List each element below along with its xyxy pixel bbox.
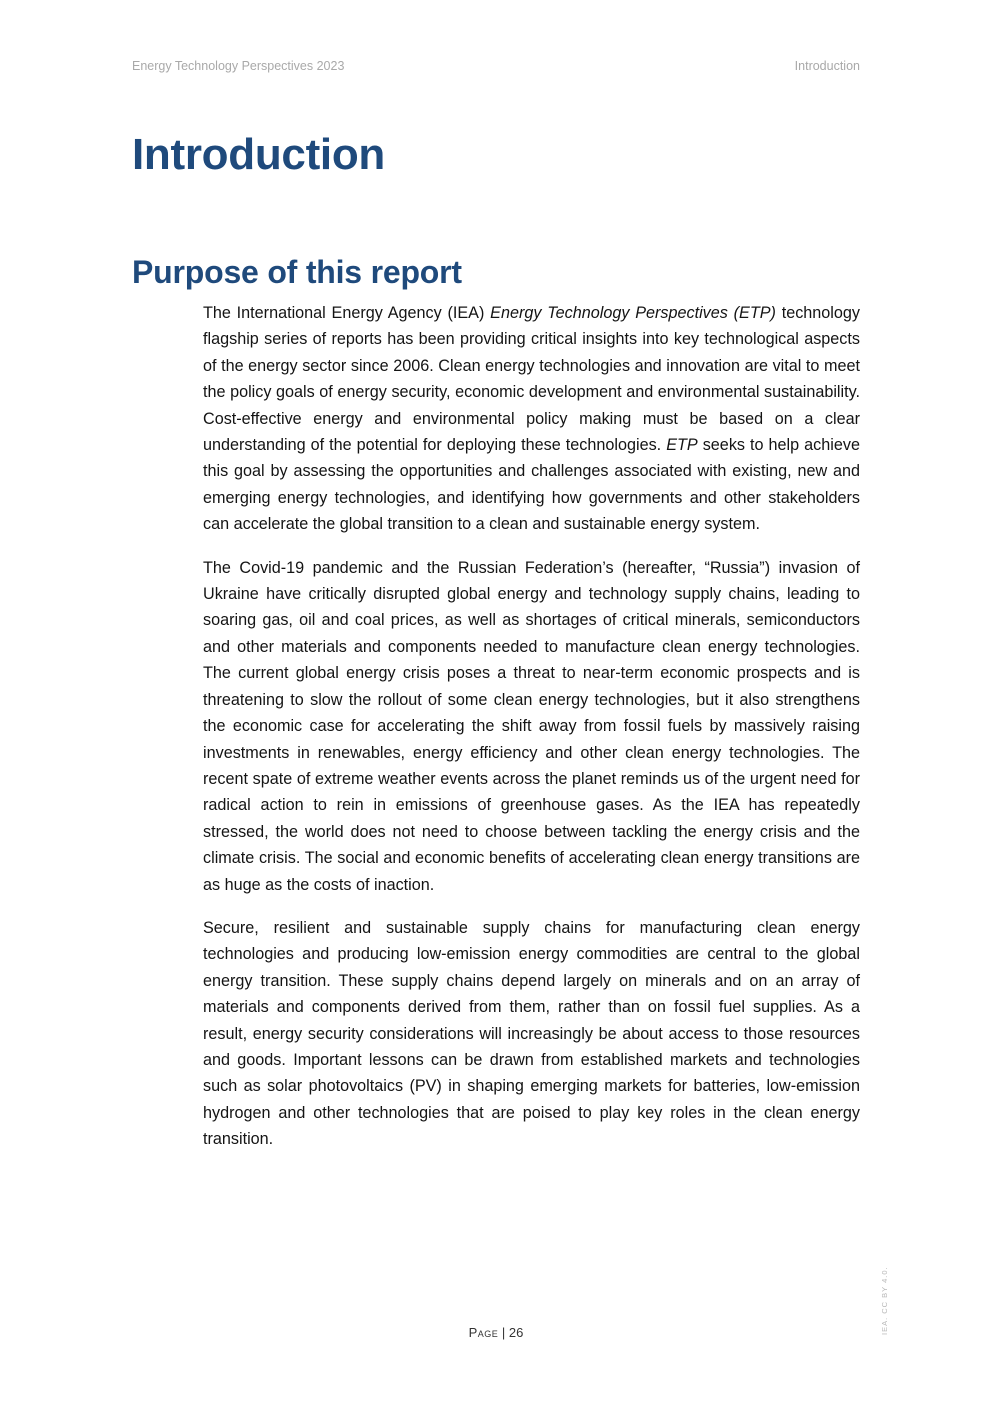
- paragraph-1-text-a: The International Energy Agency (IEA): [203, 304, 491, 322]
- running-header-report-title: Energy Technology Perspectives 2023: [132, 59, 345, 73]
- chapter-title: Introduction: [132, 130, 386, 179]
- etp-abbrev-emphasis: ETP: [666, 436, 698, 455]
- page-footer: [0, 1325, 992, 1340]
- running-header-section: Introduction: [794, 59, 860, 73]
- page-label: Page: [468, 1325, 499, 1340]
- paragraph-1-text-c: technology flagship series of reports has been providing critical insights into key technological aspects of the energy sector since 2006. Clean energy technologies and innovation are vital to meet the policy goals of energy security, economic development and environmental sustainability. Cost-effective energy and environmental policy making must be based on a clear understanding of the potential for deploying these technologies.: [203, 304, 860, 455]
- license-notice: IEA. CC BY 4.0.: [880, 1266, 889, 1335]
- page-separator: |: [498, 1325, 509, 1340]
- section-title: Purpose of this report: [132, 254, 462, 290]
- page-number: 26: [508, 1325, 524, 1340]
- paragraph-2: The Covid-19 pandemic and the Russian Federation’s (hereafter, “Russia”) invasion of Ukraine have critically disrupted global energy and technology supply chains, leading to soaring gas, oil and coal prices, as well as shortages of critical minerals, semiconductors and other materials and components needed to manufacture clean energy technologies. The current global energy crisis poses a threat to near-term economic prospects and is threatening to slow the rollout of some clean energy technologies, but it also strengthens the economic case for accelerating the shift away from fossil fuels by massively raising investments in renewables, energy efficiency and other clean energy technologies. The recent spate of extreme weather events across the planet reminds us of the urgent need for radical action to rein in emissions of greenhouse gases. As the IEA has repeatedly stressed, the world does not need to choose between tackling the energy crisis and the climate crisis. The social and economic benefits of accelerating clean energy transitions are as huge as the costs of inaction.: [203, 558, 860, 894]
- paragraph-1: [203, 300, 860, 538]
- body-text: [203, 300, 860, 1170]
- paragraph-3: Secure, resilient and sustainable supply chains for manufacturing clean energy technologies and producing low-emission energy commodities are central to the global energy transition. These supply chains depend largely on minerals and on an array of materials and components derived from them, rather than on fossil fuel supplies. As a result, energy security considerations will increasingly be about access to those resources and goods. Important lessons can be drawn from established markets and technologies such as solar photovoltaics (PV) in shaping emerging markets for batteries, low-emission hydrogen and other technologies that are poised to play key roles in the clean energy transition.: [203, 918, 860, 1149]
- paragraph-1-text-e: seeks to help achieve this goal by assessing the opportunities and challenges associated with existing, new and emerging energy technologies, and identifying how governments and other stakeholders can accelerate the global transition to a clean and sustainable energy system.: [203, 436, 860, 534]
- etp-title-emphasis: Energy Technology Perspectives (ETP): [490, 304, 776, 322]
